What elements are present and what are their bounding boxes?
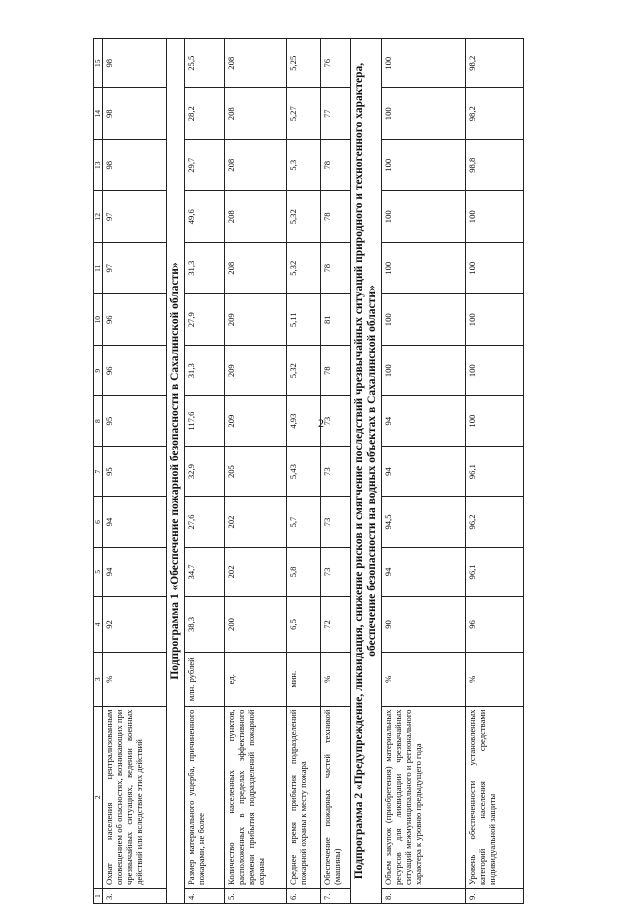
value-cell: 72 — [321, 597, 351, 653]
value-cell: 94 — [382, 547, 466, 596]
subprogram-heading-row — [167, 39, 185, 904]
column-number: 7 — [94, 446, 103, 496]
value-cell: 202 — [225, 497, 287, 547]
value-cell: 100 — [382, 191, 466, 243]
subprogram-title: Подпрограмма 1 «Обеспечение пожарной безопасности в Сахалинской области» — [167, 39, 185, 904]
value-cell: 97 — [103, 191, 167, 243]
row-number: 7. — [321, 888, 351, 903]
column-number: 10 — [94, 294, 103, 346]
value-cell: 208 — [225, 88, 287, 140]
value-cell: 100 — [382, 39, 466, 88]
indicator-row — [103, 39, 167, 904]
indicators-table — [93, 38, 524, 904]
value-cell: 202 — [225, 547, 287, 596]
rotated-table-container — [93, 38, 515, 904]
value-cell: 6,5 — [287, 597, 321, 653]
column-number: 8 — [94, 396, 103, 446]
unit: % — [466, 652, 524, 706]
value-cell: 73 — [321, 497, 351, 547]
value-cell: 77 — [321, 88, 351, 140]
value-cell: 100 — [382, 345, 466, 395]
value-cell: 5,32 — [287, 242, 321, 294]
indicator-row — [382, 39, 466, 904]
indicator-name: Размер материального ущерба, причиненного пожарами, не более — [185, 706, 225, 888]
value-cell: 73 — [321, 547, 351, 596]
indicator-name: Охват населения централизованным оповещением об опасностях, возникающих при чрезвычайных ситуациях, ведении военных действий или вследствие этих действий — [103, 706, 167, 888]
value-cell: 78 — [321, 139, 351, 191]
value-cell: 73 — [321, 396, 351, 446]
column-number: 11 — [94, 242, 103, 294]
value-cell: 200 — [225, 597, 287, 653]
value-cell: 49,6 — [185, 191, 225, 243]
column-number: 9 — [94, 345, 103, 395]
value-cell: 27,9 — [185, 294, 225, 346]
column-number: 5 — [94, 547, 103, 596]
value-cell: 205 — [225, 446, 287, 496]
row-number: 5. — [225, 888, 287, 903]
column-number: 12 — [94, 191, 103, 243]
value-cell: 34,7 — [185, 547, 225, 596]
value-cell: 96,2 — [466, 497, 524, 547]
unit: % — [103, 652, 167, 706]
column-number: 14 — [94, 88, 103, 140]
value-cell: 90 — [382, 597, 466, 653]
value-cell: 98,2 — [466, 39, 524, 88]
unit: млн. рублей — [185, 652, 225, 706]
value-cell: 100 — [466, 396, 524, 446]
value-cell: 78 — [321, 191, 351, 243]
indicator-name: Обеспечение пожарных частей техникой (машины) — [321, 706, 351, 888]
value-cell: 96 — [103, 294, 167, 346]
value-cell: 98,8 — [466, 139, 524, 191]
unit: % — [321, 652, 351, 706]
value-cell: 25,5 — [185, 39, 225, 88]
indicator-name: Среднее время прибытия подразделений пожарной охраны к месту пожара — [287, 706, 321, 888]
value-cell: 5,3 — [287, 139, 321, 191]
subprogram-title: Подпрограмма 2 «Предупреждение, ликвидация, снижение рисков и смягчение последствий чрезвычайных ситуаций природного и техногенного характера, обеспечение безопасности на водных объектах в Сахалинской области» — [351, 39, 382, 904]
value-cell: 97 — [103, 242, 167, 294]
indicator-row — [287, 39, 321, 904]
value-cell: 96,1 — [466, 547, 524, 596]
unit: мин. — [287, 652, 321, 706]
value-cell: 31,3 — [185, 242, 225, 294]
value-cell: 100 — [466, 294, 524, 346]
value-cell: 5,27 — [287, 88, 321, 140]
value-cell: 100 — [382, 139, 466, 191]
value-cell: 117,6 — [185, 396, 225, 446]
column-number: 6 — [94, 497, 103, 547]
column-number: 15 — [94, 39, 103, 88]
value-cell: 208 — [225, 39, 287, 88]
unit: % — [382, 652, 466, 706]
column-number: 4 — [94, 597, 103, 653]
value-cell: 31,3 — [185, 345, 225, 395]
value-cell: 94,5 — [382, 497, 466, 547]
value-cell: 5,25 — [287, 39, 321, 88]
indicator-name: Количество населенных пунктов, расположенных в пределах эффективного времени прибытия подразделений пожарной охраны — [225, 706, 287, 888]
value-cell: 96,1 — [466, 446, 524, 496]
value-cell: 100 — [382, 88, 466, 140]
value-cell: 32,9 — [185, 446, 225, 496]
value-cell: 27,6 — [185, 497, 225, 547]
indicator-row — [225, 39, 287, 904]
value-cell: 96 — [103, 345, 167, 395]
value-cell: 100 — [382, 294, 466, 346]
value-cell: 98 — [103, 39, 167, 88]
row-number: 3. — [103, 888, 167, 903]
table-body — [94, 39, 524, 904]
indicator-row — [321, 39, 351, 904]
value-cell: 5,7 — [287, 497, 321, 547]
column-number: 1 — [94, 888, 103, 903]
row-number: 8. — [382, 888, 466, 903]
value-cell: 209 — [225, 396, 287, 446]
value-cell: 94 — [103, 497, 167, 547]
value-cell: 5,43 — [287, 446, 321, 496]
indicator-name: Уровень обеспеченности установленных категорий населения средствами индивидуальной защиты — [466, 706, 524, 888]
page-number: 2 — [318, 416, 324, 430]
subprogram-heading-row — [351, 39, 382, 904]
row-number: 9. — [466, 888, 524, 903]
indicator-row — [466, 39, 524, 904]
value-cell: 100 — [382, 242, 466, 294]
value-cell: 96 — [466, 597, 524, 653]
value-cell: 98,2 — [466, 88, 524, 140]
value-cell: 28,2 — [185, 88, 225, 140]
value-cell: 98 — [103, 139, 167, 191]
value-cell: 208 — [225, 139, 287, 191]
column-number-row — [94, 39, 103, 904]
value-cell: 4,93 — [287, 396, 321, 446]
indicator-row — [185, 39, 225, 904]
value-cell: 5,32 — [287, 191, 321, 243]
row-number: 4. — [185, 888, 225, 903]
value-cell: 100 — [466, 191, 524, 243]
value-cell: 100 — [466, 345, 524, 395]
value-cell: 5,32 — [287, 345, 321, 395]
value-cell: 100 — [466, 242, 524, 294]
value-cell: 95 — [103, 446, 167, 496]
column-number: 2 — [94, 706, 103, 888]
value-cell: 208 — [225, 191, 287, 243]
value-cell: 5,8 — [287, 547, 321, 596]
column-number: 13 — [94, 139, 103, 191]
value-cell: 5,11 — [287, 294, 321, 346]
value-cell: 78 — [321, 345, 351, 395]
value-cell: 73 — [321, 446, 351, 496]
value-cell: 94 — [382, 396, 466, 446]
value-cell: 38,3 — [185, 597, 225, 653]
indicator-name: Объем закупок (приобретения) материальных ресурсов для ликвидации чрезвычайных ситуаций межмуниципального и регионального характера к уровню предыдущего года — [382, 706, 466, 888]
value-cell: 94 — [382, 446, 466, 496]
value-cell: 208 — [225, 242, 287, 294]
column-number: 3 — [94, 652, 103, 706]
value-cell: 98 — [103, 88, 167, 140]
value-cell: 78 — [321, 242, 351, 294]
value-cell: 81 — [321, 294, 351, 346]
value-cell: 209 — [225, 294, 287, 346]
value-cell: 76 — [321, 39, 351, 88]
value-cell: 29,7 — [185, 139, 225, 191]
row-number: 6. — [287, 888, 321, 903]
unit: ед. — [225, 652, 287, 706]
value-cell: 92 — [103, 597, 167, 653]
value-cell: 95 — [103, 396, 167, 446]
value-cell: 209 — [225, 345, 287, 395]
value-cell: 94 — [103, 547, 167, 596]
